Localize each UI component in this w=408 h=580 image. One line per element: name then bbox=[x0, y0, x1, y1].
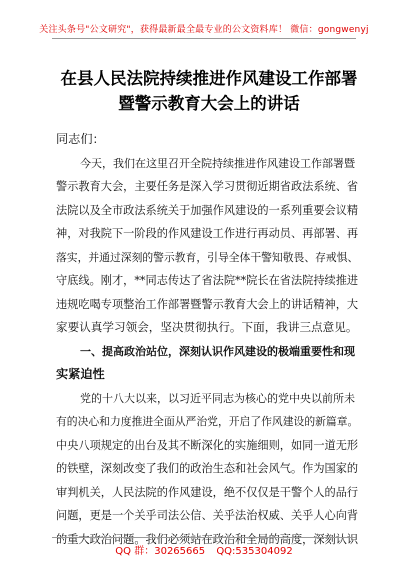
footer-contact bbox=[0, 542, 408, 557]
header-divider bbox=[52, 38, 356, 39]
section-heading-line-2: 实紧迫性 bbox=[56, 367, 105, 381]
footer-qq: QQ:535304092 bbox=[216, 546, 293, 557]
footer-qq-group: QQ 群：30265665 bbox=[115, 546, 206, 557]
paragraph-line: 守底线。刚才，**同志传达了省法院**院长在省法院持续推进 bbox=[56, 274, 359, 287]
paragraph-line: 问题，更是一个关乎司法公信、关乎法治权威、关乎人心向背 bbox=[56, 509, 359, 522]
paragraph-line: 落实，并通过深刻的警示教育，引导全体干警知敬畏、存戒惧、 bbox=[56, 250, 359, 264]
header-banner: 关注头条号"公文研究"，获得最新最全最专业的公文资料库！ 微信：gongwenyj bbox=[39, 25, 369, 35]
paragraph-line: 神，对我院下一阶段的作风建设工作进行再动员、再部署、再 bbox=[56, 227, 359, 240]
section-heading-line-1: 一、提高政治站位，深刻认识作风建设的极端重要性和现 bbox=[80, 344, 355, 358]
paragraph-line: 中央八项规定的出台及其不断深化的实施细则，如同一道无形 bbox=[56, 438, 359, 452]
footer-divider bbox=[52, 537, 356, 538]
paragraph-line: 今天，我们在这里召开全院持续推进作风建设工作部署暨 bbox=[80, 156, 355, 170]
paragraph-line: 党的十八大以来，以习近平同志为核心的党中央以前所未 bbox=[80, 391, 355, 405]
greeting: 同志们： bbox=[56, 132, 105, 146]
paragraph-line: 的铁壁，深刻改变了我们的政治生态和社会风气。作为国家的 bbox=[56, 462, 359, 475]
document-body bbox=[56, 128, 358, 551]
paragraph-line: 审判机关，人民法院的作风建设，绝不仅仅是干警个人的品行 bbox=[56, 485, 359, 499]
paragraph-line: 法院以及全市政法系统关于加强作风建设的一系列重要会议精 bbox=[56, 203, 359, 217]
title-line-1: 在县人民法院持续推进作风建设工作部署 bbox=[60, 69, 358, 88]
paragraph-line: 警示教育大会，主要任务是深入学习贯彻近期省政法系统、省 bbox=[56, 180, 359, 193]
paragraph-line: 有的决心和力度推进全面从严治党，开启了作风建设的新篇章。 bbox=[56, 415, 359, 428]
document-title bbox=[40, 66, 378, 116]
title-line-2: 暨警示教育大会上的讲话 bbox=[118, 94, 300, 113]
paragraph-line: 的重大政治问题。我们必须站在政治和全局的高度，深刻认识 bbox=[56, 532, 359, 546]
paragraph-line: 违规吃喝专项整治工作部署暨警示教育大会上的讲话精神，大 bbox=[56, 297, 359, 311]
paragraph-line: 家要认真学习领会，坚决贯彻执行。下面，我讲三点意见。 bbox=[56, 320, 358, 334]
